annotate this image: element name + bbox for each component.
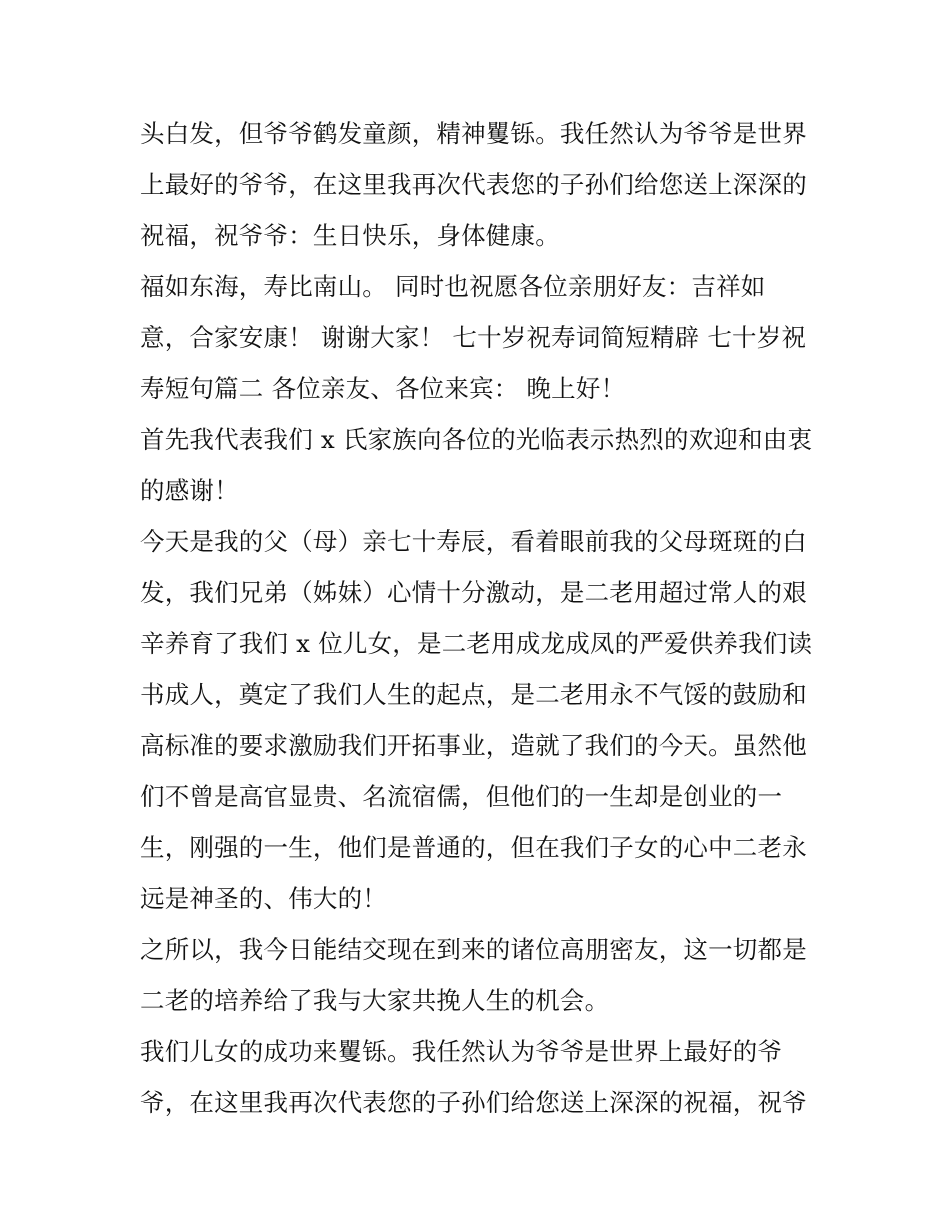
text-line: 我们儿女的成功来矍铄。我任然认为爷爷是世界上最好的爷	[140, 1037, 783, 1066]
text-line: 二老的培养给了我与大家共挽人生的机会。	[140, 986, 610, 1015]
text-line: 辛养育了我们 x 位儿女，是二老用成龙成凤的严爱供养我们读	[140, 629, 813, 658]
text-line: 福如东海，寿比南山。 同时也祝愿各位亲朋好友：吉祥如	[140, 272, 766, 301]
text-line: 爷，在这里我再次代表您的子孙们给您送上深深的祝福，祝爷	[140, 1088, 807, 1117]
document-body	[140, 108, 820, 1128]
text-line: 书成人，奠定了我们人生的起点，是二老用永不气馁的鼓励和	[140, 680, 807, 709]
text-line: 头白发，但爷爷鹤发童颜，精神矍铄。我任然认为爷爷是世界	[140, 119, 807, 148]
text-line: 祝福，祝爷爷：生日快乐，身体健康。	[140, 221, 560, 250]
text-line: 之所以，我今日能结交现在到来的诸位高朋密友，这一切都是	[140, 935, 807, 964]
text-line: 发，我们兄弟（姊妹）心情十分激动，是二老用超过常人的艰	[140, 578, 807, 607]
text-line: 远是神圣的、伟大的！	[140, 884, 387, 913]
text-line: 们不曾是高官显贵、名流宿儒，但他们的一生却是创业的一	[140, 782, 783, 811]
text-line: 的感谢！	[140, 476, 239, 505]
text-line: 生，刚强的一生，他们是普通的，但在我们子女的心中二老永	[140, 833, 807, 862]
text-line: 意，合家安康！ 谢谢大家！ 七十岁祝寿词简短精辟 七十岁祝	[140, 323, 807, 352]
text-line: 上最好的爷爷，在这里我再次代表您的子孙们给您送上深深的	[140, 170, 807, 199]
text-line: 寿短句篇二 各位亲友、各位来宾： 晚上好！	[140, 374, 626, 403]
text-line: 首先我代表我们 x 氏家族向各位的光临表示热烈的欢迎和由衷	[140, 425, 813, 454]
text-line: 高标准的要求激励我们开拓事业，造就了我们的今天。虽然他	[140, 731, 807, 760]
text-line: 今天是我的父（母）亲七十寿辰，看着眼前我的父母斑斑的白	[140, 527, 807, 556]
